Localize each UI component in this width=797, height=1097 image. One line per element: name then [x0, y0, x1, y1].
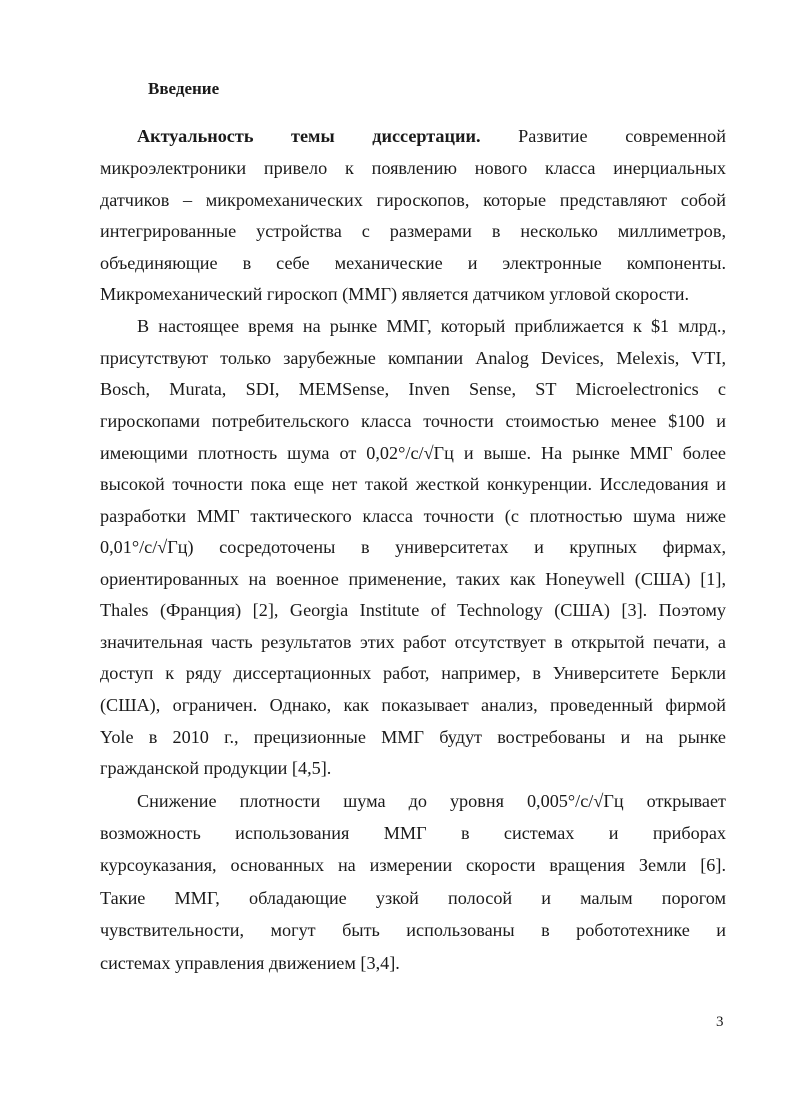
- paragraph-line: Yole в 2010 г., прецизионные ММГ будут востребованы и на рынке: [100, 727, 726, 747]
- paragraph-line: присутствуют только зарубежные компании Analog Devices, Melexis, VTI,: [100, 348, 726, 368]
- paragraph-line: [137, 124, 726, 148]
- paragraph-line: чувствительности, могут быть использованы в робототехнике и: [100, 920, 726, 940]
- paragraph-line: гражданской продукции [4,5].: [100, 758, 332, 778]
- paragraph-line: объединяющие в себе механические и электронные компоненты.: [100, 253, 726, 273]
- relevance-term: Актуальность темы диссертации.: [137, 126, 481, 146]
- paragraph-line: Микромеханический гироскоп (ММГ) является датчиком угловой скорости.: [100, 284, 690, 304]
- paragraph-line: имеющими плотность шума от 0,02°/с/√Гц и выше. На рынке ММГ более: [100, 443, 726, 463]
- paragraph-line: Такие ММГ, обладающие узкой полосой и малым порогом: [100, 888, 726, 908]
- paragraph-line: курсоуказания, основанных на измерении скорости вращения Земли [6].: [100, 855, 726, 875]
- paragraph-line: разработки ММГ тактического класса точности (с плотностью шума ниже: [100, 506, 726, 526]
- paragraph-line: Bosch, Murata, SDI, MEMSense, Inven Sense, ST Microelectronics с: [100, 379, 726, 399]
- paragraph-line: возможность использования ММГ в системах и приборах: [100, 823, 726, 843]
- paragraph-line: ориентированных на военное применение, таких как Honeywell (США) [1],: [100, 569, 726, 589]
- paragraph-line: 0,01°/с/√Гц) сосредоточены в университетах и крупных фирмах,: [100, 537, 726, 557]
- paragraph-line-text: Развитие современной: [518, 126, 726, 146]
- paragraph-line: датчиков – микромеханических гироскопов, которые представляют собой: [100, 190, 726, 210]
- section-heading: Введение: [148, 79, 220, 98]
- paragraph-line: высокой точности пока еще нет такой жесткой конкуренции. Исследования и: [100, 474, 726, 494]
- paragraph-line: интегрированные устройства с размерами в несколько миллиметров,: [100, 221, 726, 241]
- paragraph-line: значительная часть результатов этих работ отсутствует в открытой печати, а: [100, 632, 726, 652]
- paragraph-line: В настоящее время на рынке ММГ, который приближается к $1 млрд.,: [137, 316, 726, 336]
- paragraph-line: микроэлектроники привело к появлению нового класса инерциальных: [100, 158, 726, 178]
- paragraph-line: Thales (Франция) [2], Georgia Institute of Technology (США) [3]. Поэтому: [100, 600, 726, 620]
- paragraph-line: доступ к ряду диссертационных работ, например, в Университете Беркли: [100, 663, 726, 683]
- paragraph-line: Снижение плотности шума до уровня 0,005°/с/√Гц открывает: [137, 791, 726, 811]
- paragraph-line: гироскопами потребительского класса точности стоимостью менее $100 и: [100, 411, 726, 431]
- paragraph-line: системах управления движением [3,4].: [100, 953, 400, 973]
- paragraph-line: (США), ограничен. Однако, как показывает анализ, проведенный фирмой: [100, 695, 726, 715]
- page-number: 3: [716, 1014, 724, 1030]
